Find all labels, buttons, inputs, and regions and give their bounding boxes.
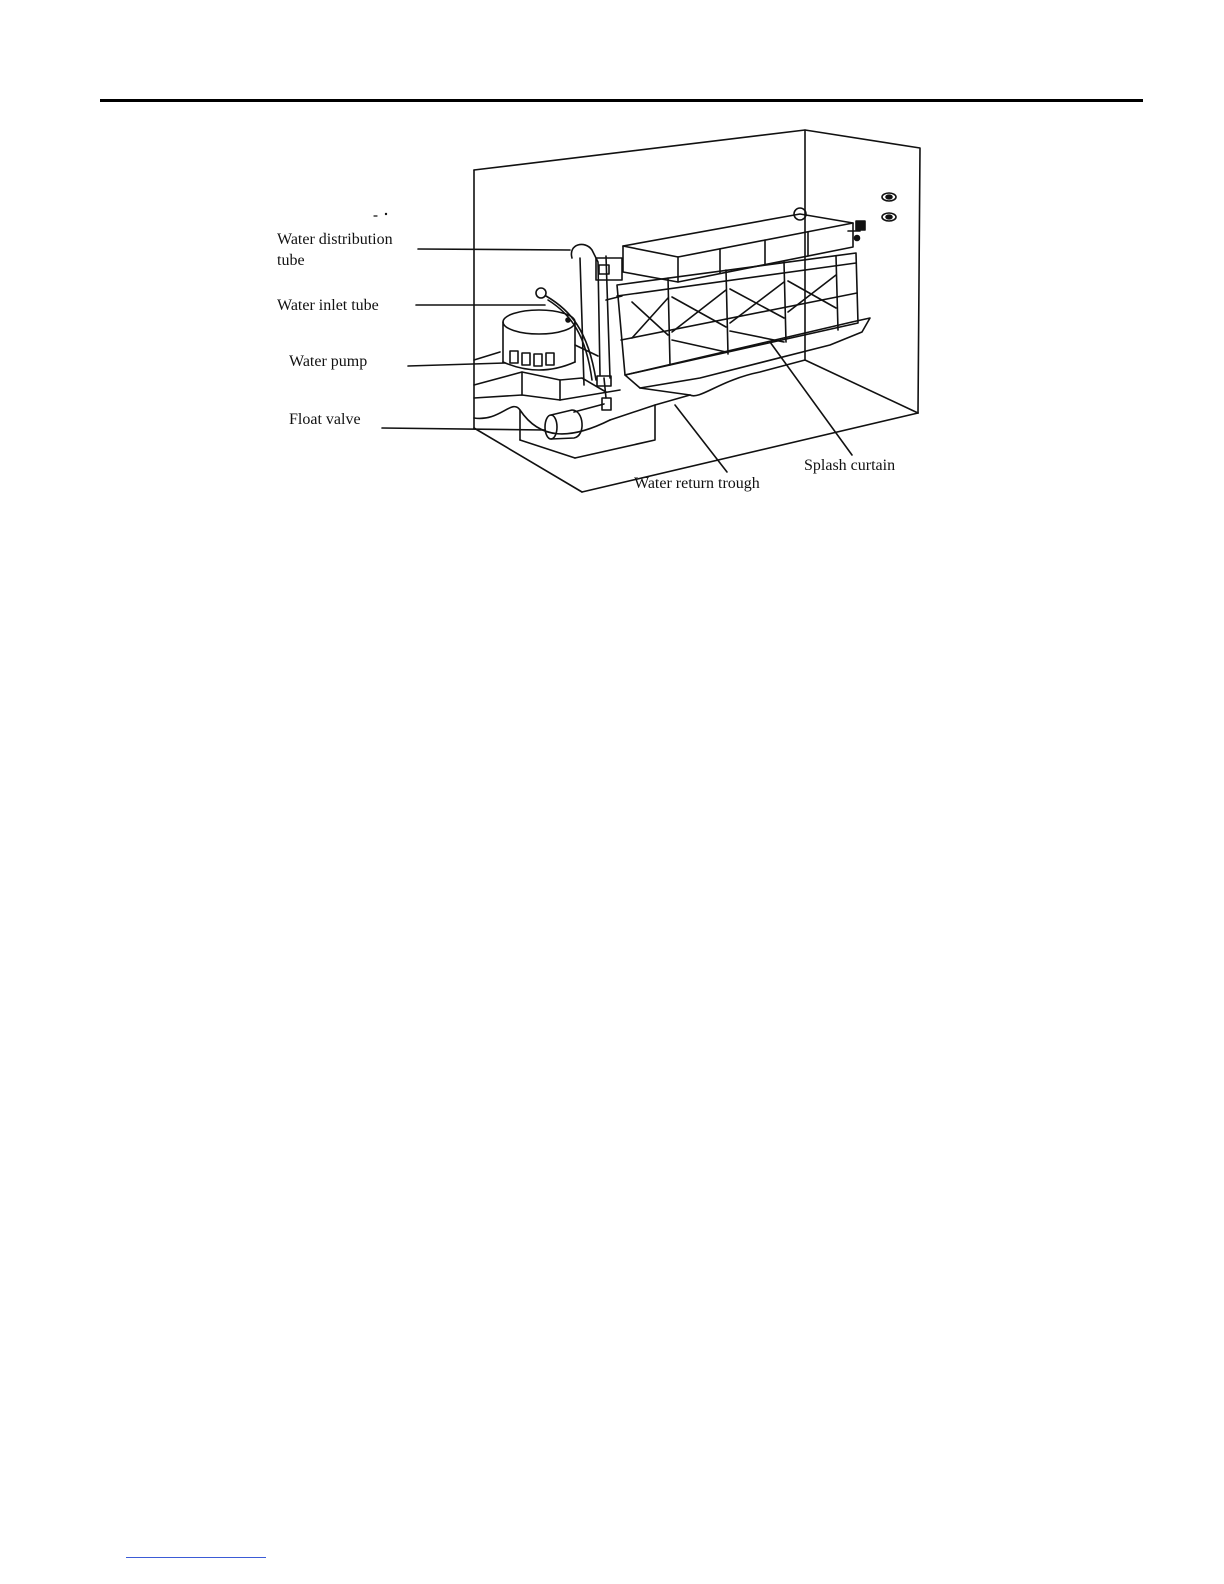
leader-water-return-trough <box>675 405 727 472</box>
label-float-valve: Float valve <box>289 411 361 428</box>
leader-lines <box>382 249 852 472</box>
leader-water-pump <box>408 363 505 366</box>
label-water-pump: Water pump <box>289 353 368 370</box>
ice-machine-water-system-diagram <box>0 0 1224 560</box>
float-valve <box>545 376 611 439</box>
evaporator-top <box>623 208 865 282</box>
evaporator-grid <box>617 253 870 388</box>
label-water-inlet-tube: Water inlet tube <box>277 297 379 314</box>
scan-specks <box>374 213 387 216</box>
label-splash-curtain: Splash curtain <box>804 457 896 474</box>
label-water-distribution-tube-line2: tube <box>277 252 305 269</box>
label-water-distribution-tube-line1: Water distribution <box>277 231 393 248</box>
distribution-tube <box>571 244 622 385</box>
label-water-return-trough: Water return trough <box>634 475 760 492</box>
wall-holes <box>882 193 896 221</box>
footer-link-underline[interactable] <box>126 1557 266 1558</box>
leader-water-distribution-tube <box>418 249 570 250</box>
